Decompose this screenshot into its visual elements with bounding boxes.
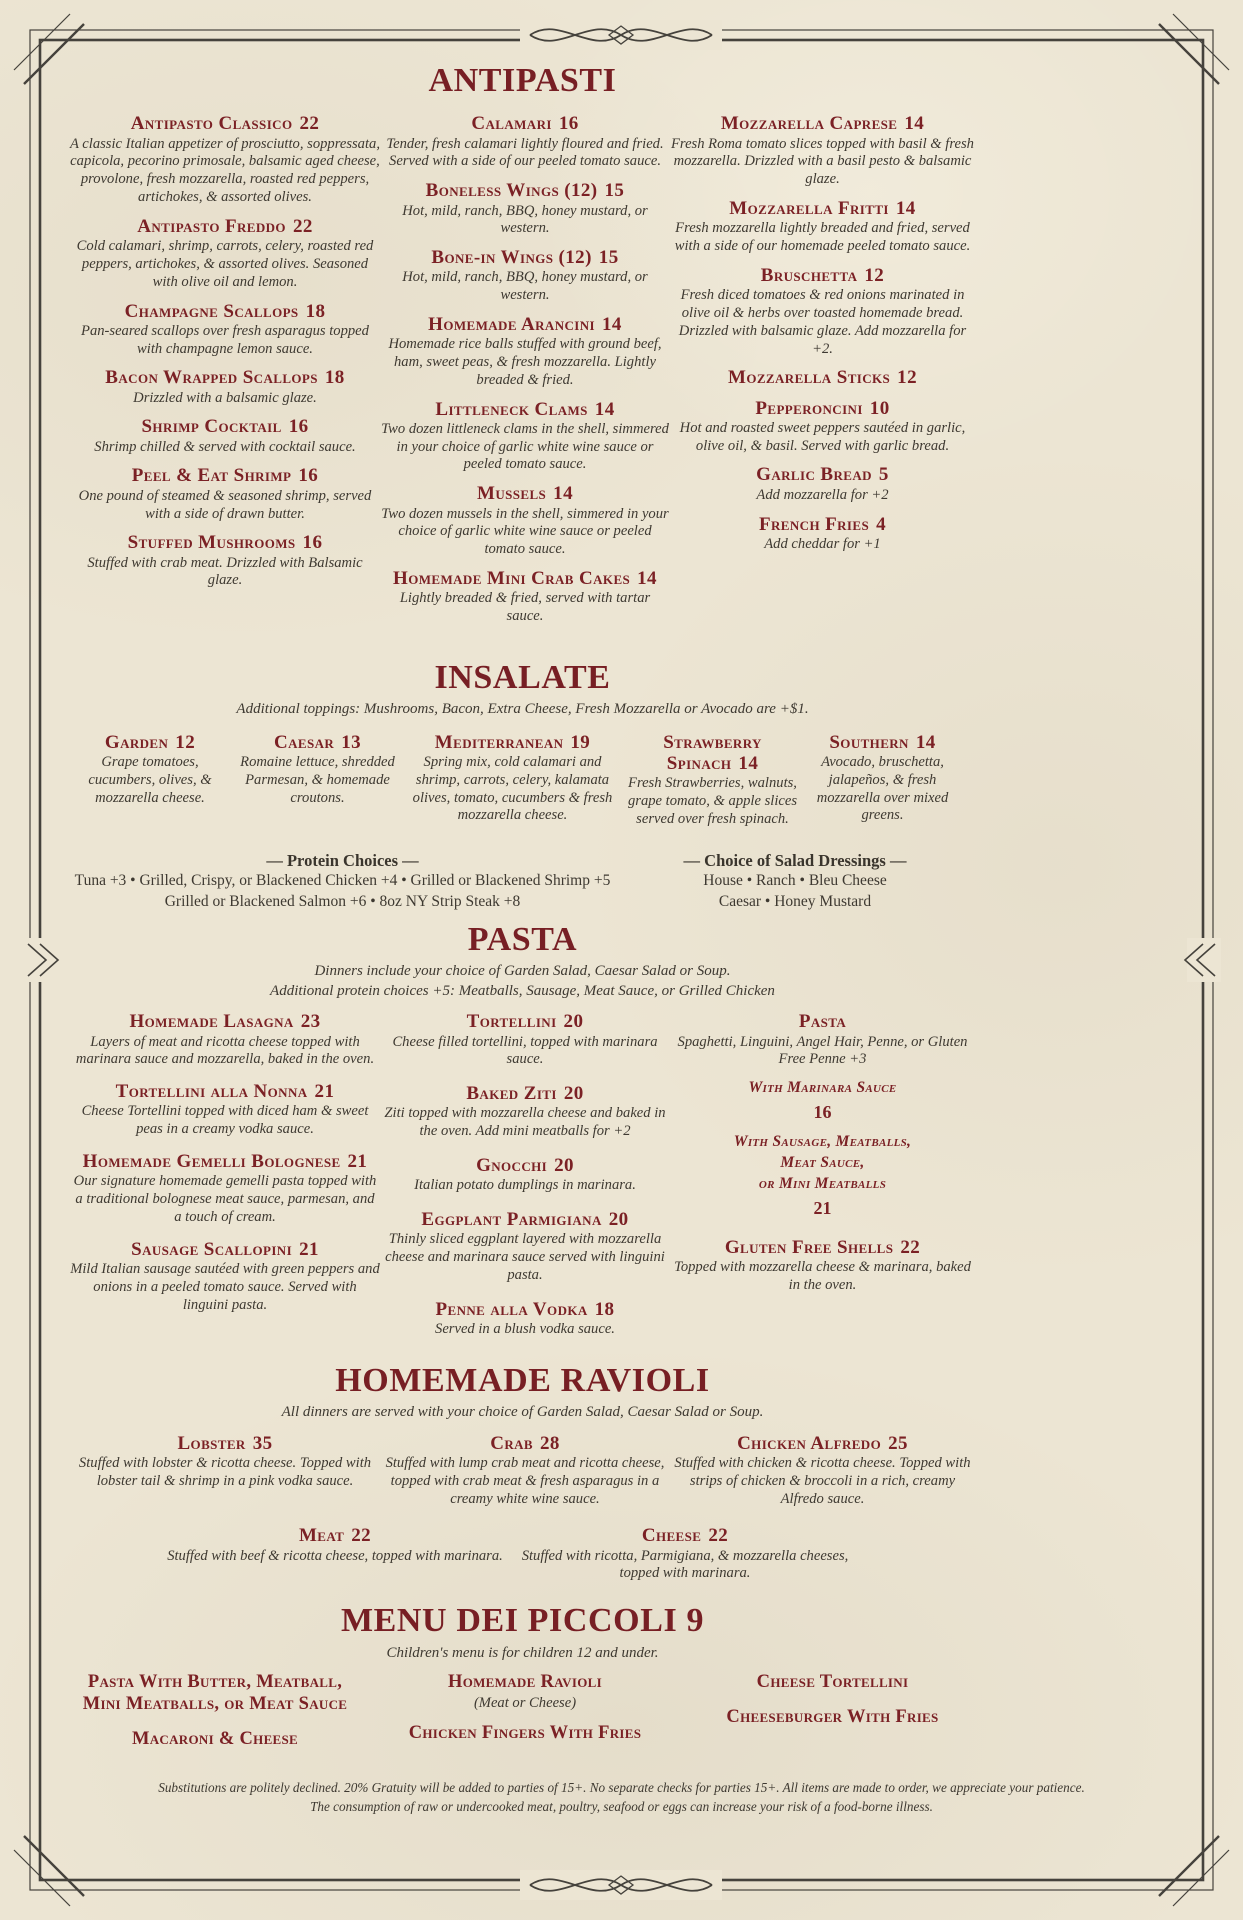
item-desc: One pound of steamed & seasoned shrimp, served with a side of drawn butter. bbox=[78, 487, 372, 522]
item-title bbox=[70, 301, 380, 322]
footer-line: Substitutions are politely declined. 20% Gratuity will be added to parties of 15+. No separate checks for parties 15+. All items are made to order, we appreciate your patience. bbox=[158, 1779, 1085, 1795]
item-name: Penne alla Vodka bbox=[435, 1298, 588, 1320]
item-title bbox=[380, 483, 670, 504]
pasta-option-price: 16 bbox=[813, 1102, 832, 1123]
item-name: Lobster bbox=[177, 1432, 246, 1454]
item-name: Pepperoncini bbox=[755, 397, 863, 419]
item-title bbox=[670, 1011, 975, 1032]
menu-item bbox=[70, 532, 380, 590]
item-title bbox=[70, 532, 380, 553]
menu-item bbox=[670, 198, 975, 256]
menu-item bbox=[670, 514, 975, 554]
dressing-choices-title: — Choice of Salad Dressings — bbox=[683, 850, 907, 870]
item-price: 15 bbox=[598, 247, 619, 269]
ravioli-row-1 bbox=[70, 1433, 975, 1518]
menu-item bbox=[670, 1011, 975, 1220]
item-name: Bruschetta bbox=[760, 264, 858, 286]
item-title bbox=[160, 1525, 510, 1546]
bottom-knot-ornament bbox=[520, 1870, 722, 1900]
menu-item bbox=[70, 416, 380, 456]
item-title bbox=[670, 1237, 975, 1258]
item-price: 14 bbox=[915, 731, 936, 753]
item-desc: Our signature homemade gemelli pasta topped with a traditional bolognese meat sauce, parmesan, and a touch of cream. bbox=[73, 1173, 377, 1225]
item-desc: Fresh Strawberries, walnuts, grape tomato, & apple slices served over fresh spinach. bbox=[627, 775, 798, 827]
item-name: Tortellini alla Nonna bbox=[115, 1081, 308, 1103]
item-desc: Fresh Roma tomato slices topped with basil & fresh mozzarella. Drizzled with a basil pesto & balsamic glaze. bbox=[671, 135, 974, 188]
menu-item bbox=[670, 1237, 975, 1295]
item-price: 20 bbox=[563, 1083, 584, 1105]
item-desc: Pan-seared scallops over fresh asparagus topped with champagne lemon sauce. bbox=[81, 322, 369, 357]
piccoli-column-1 bbox=[70, 1671, 360, 1764]
piccoli-columns bbox=[70, 1671, 975, 1764]
pasta-option-label: Meat Sauce, bbox=[780, 1154, 865, 1172]
item-title bbox=[230, 732, 405, 753]
item-name: Bacon Wrapped Scallops bbox=[105, 367, 318, 389]
item-title bbox=[380, 1011, 670, 1032]
piccoli-note: Children's menu is for children 12 and under. bbox=[386, 1644, 659, 1661]
item-name: Mozzarella Sticks bbox=[728, 367, 891, 389]
item-title bbox=[670, 198, 975, 219]
item-desc: Fresh mozzarella lightly breaded and fried, served with a side of our homemade peeled tomato sauce. bbox=[674, 220, 971, 255]
item-name: Bone-in Wings (12) bbox=[431, 247, 592, 269]
item-price: 14 bbox=[904, 113, 925, 135]
menu-item bbox=[70, 1151, 380, 1227]
pasta-option-label: or Mini Meatballs bbox=[758, 1175, 887, 1193]
item-price: 20 bbox=[563, 1011, 584, 1033]
item-price: 21 bbox=[299, 1238, 319, 1260]
insalate-toppings-note: Additional toppings: Mushrooms, Bacon, Extra Cheese, Fresh Mozzarella or Avocado are +$1. bbox=[236, 701, 809, 718]
item-desc: Stuffed with beef & ricotta cheese, topped with marinara. bbox=[167, 1547, 503, 1564]
item-price: 20 bbox=[554, 1155, 574, 1176]
menu-item bbox=[380, 1083, 670, 1141]
item-desc: Shrimp chilled & served with cocktail sauce. bbox=[94, 438, 356, 455]
piccoli-item: Pasta With Butter, Meatball, Mini Meatballs, or Meat Sauce bbox=[82, 1672, 348, 1715]
item-price: 22 bbox=[299, 113, 320, 135]
menu-item bbox=[380, 247, 670, 305]
piccoli-column-2 bbox=[360, 1671, 690, 1757]
item-price: 5 bbox=[878, 464, 889, 486]
menu-item bbox=[70, 1239, 380, 1315]
item-name: Calamari bbox=[471, 113, 552, 135]
item-desc: Italian potato dumplings in marinara. bbox=[414, 1177, 636, 1194]
item-title bbox=[380, 1155, 670, 1176]
item-desc: Hot, mild, ranch, BBQ, honey mustard, or western. bbox=[402, 202, 648, 237]
item-price: 16 bbox=[302, 532, 323, 554]
item-title bbox=[380, 1209, 670, 1230]
item-name: Boneless Wings (12) bbox=[425, 180, 598, 202]
item-name: Gluten Free Shells bbox=[724, 1236, 894, 1258]
item-name: Garden bbox=[104, 731, 169, 753]
item-title bbox=[380, 247, 670, 268]
item-price: 15 bbox=[604, 180, 625, 202]
item-title bbox=[70, 216, 380, 237]
item-price: 16 bbox=[288, 416, 309, 438]
antipasti-column-3 bbox=[670, 113, 975, 562]
menu-item bbox=[380, 1299, 670, 1339]
item-name: Stuffed Mushrooms bbox=[127, 532, 296, 554]
item-desc: Cold calamari, shrimp, carrots, celery, roasted red peppers, artichokes, & assorted olives. Seasoned with olive oil and lemon. bbox=[76, 238, 374, 290]
menu-item bbox=[670, 265, 975, 358]
item-title bbox=[405, 732, 620, 753]
item-desc: Cheese filled tortellini, topped with marinara sauce. bbox=[392, 1033, 658, 1068]
item-price: 14 bbox=[895, 198, 916, 220]
item-desc: Spaghetti, Linguini, Angel Hair, Penne, or Gluten Free Penne +3 bbox=[677, 1033, 968, 1068]
item-title bbox=[670, 265, 975, 286]
menu-item bbox=[380, 314, 670, 390]
item-name: Peel & Eat Shrimp bbox=[131, 465, 292, 487]
item-price: 4 bbox=[876, 513, 886, 535]
item-desc: Stuffed with chicken & ricotta cheese. Topped with strips of chicken & broccoli in a rich, creamy Alfredo sauce. bbox=[674, 1454, 971, 1507]
menu-item bbox=[160, 1525, 510, 1583]
pasta-column-3 bbox=[670, 1011, 975, 1303]
pasta-column-2 bbox=[380, 1011, 670, 1348]
menu-item bbox=[380, 113, 670, 171]
item-price: 19 bbox=[570, 731, 591, 753]
item-name: Garlic Bread bbox=[756, 464, 872, 486]
item-title bbox=[70, 113, 380, 134]
section-title-antipasti: ANTIPASTI bbox=[428, 62, 617, 99]
item-price: 18 bbox=[305, 300, 326, 322]
item-price: 12 bbox=[897, 367, 917, 389]
item-price: 21 bbox=[314, 1081, 335, 1103]
item-name: French Fries bbox=[759, 513, 870, 535]
item-name: Mediterranean bbox=[434, 731, 564, 753]
item-price: 23 bbox=[300, 1011, 321, 1033]
item-name: Strawberry Spinach bbox=[663, 731, 762, 774]
item-price: 12 bbox=[175, 731, 196, 753]
protein-choices-line: Tuna +3 • Grilled, Crispy, or Blackened Chicken +4 • Grilled or Blackened Shrimp +5 bbox=[74, 872, 611, 890]
item-desc: Add cheddar for +1 bbox=[764, 535, 881, 552]
item-price: 14 bbox=[738, 752, 759, 774]
dressing-choices-line: Caesar • Honey Mustard bbox=[718, 892, 872, 910]
piccoli-item: Homemade Ravioli bbox=[448, 1672, 602, 1693]
item-price: 16 bbox=[558, 113, 579, 135]
menu-item bbox=[380, 568, 670, 626]
dressing-choices bbox=[615, 850, 975, 913]
item-price: 14 bbox=[553, 483, 573, 505]
item-title bbox=[380, 568, 670, 589]
pasta-option-label: With Marinara Sauce bbox=[748, 1079, 897, 1097]
item-title bbox=[670, 1433, 975, 1454]
menu-item bbox=[230, 732, 405, 808]
item-name: Southern bbox=[829, 731, 909, 753]
menu-item bbox=[670, 398, 975, 456]
menu-item bbox=[380, 483, 670, 559]
item-desc: Avocado, bruschetta, jalapeños, & fresh mozzarella over mixed greens. bbox=[816, 753, 949, 824]
item-desc: Stuffed with lump crab meat and ricotta cheese, topped with crab meat & fresh asparagus in a creamy white wine sauce. bbox=[385, 1454, 665, 1507]
menu-item bbox=[620, 732, 805, 829]
item-desc: Two dozen littleneck clams in the shell, simmered in your choice of garlic white wine sauce or peeled tomato sauce. bbox=[381, 420, 669, 473]
item-desc: Lightly breaded & fried, served with tartar sauce. bbox=[399, 590, 651, 624]
item-price: 22 bbox=[900, 1236, 921, 1258]
item-desc: Fresh diced tomatoes & red onions marinated in olive oil & herbs over toasted homemade bread. Drizzled with balsamic glaze. Add mozzarella for +2. bbox=[678, 287, 967, 357]
section-title-piccoli: MENU DEI PICCOLI 9 bbox=[340, 1602, 705, 1640]
item-name: Chicken Alfredo bbox=[737, 1432, 882, 1454]
menu-item bbox=[380, 1011, 670, 1069]
item-title bbox=[70, 732, 230, 753]
item-name: Homemade Gemelli Bolognese bbox=[82, 1151, 341, 1172]
menu-item bbox=[70, 465, 380, 523]
pasta-column-1 bbox=[70, 1011, 380, 1323]
item-name: Mozzarella Fritti bbox=[729, 198, 889, 220]
item-desc: Stuffed with lobster & ricotta cheese. Topped with lobster tail & shrimp in a pink vodka sauce. bbox=[78, 1454, 372, 1489]
item-price: 22 bbox=[708, 1525, 729, 1547]
item-title bbox=[70, 1011, 380, 1032]
item-name: Crab bbox=[490, 1432, 533, 1454]
item-name: Mussels bbox=[477, 483, 547, 505]
pasta-note-1: Dinners include your choice of Garden Salad, Caesar Salad or Soup. bbox=[314, 963, 731, 980]
item-desc: Mild Italian sausage sautéed with green peppers and onions in a peeled tomato sauce. Served with linguini pasta. bbox=[70, 1260, 380, 1313]
item-desc: Grape tomatoes, cucumbers, olives, & mozzarella cheese. bbox=[88, 753, 212, 806]
pasta-columns bbox=[70, 1011, 975, 1348]
item-title bbox=[70, 367, 380, 388]
item-title bbox=[380, 399, 670, 420]
item-title bbox=[380, 180, 670, 201]
menu-item bbox=[380, 180, 670, 238]
item-price: 35 bbox=[252, 1432, 273, 1454]
item-price: 13 bbox=[341, 731, 361, 753]
item-name: Caesar bbox=[274, 731, 335, 753]
salad-choices-row bbox=[70, 850, 975, 913]
item-price: 14 bbox=[602, 313, 622, 335]
item-desc: Add mozzarella for +2 bbox=[756, 486, 889, 503]
menu-item bbox=[670, 113, 975, 189]
section-title-ravioli: HOMEMADE RAVIOLI bbox=[335, 1361, 710, 1399]
item-desc: Drizzled with a balsamic glaze. bbox=[133, 389, 317, 406]
piccoli-item: Cheeseburger With Fries bbox=[726, 1707, 939, 1728]
menu-item bbox=[805, 732, 960, 825]
item-title bbox=[620, 732, 805, 775]
dressing-choices-line: House • Ranch • Bleu Cheese bbox=[703, 872, 887, 890]
item-desc: Tender, fresh calamari lightly floured and fried. Served with a side of our peeled tomato sauce. bbox=[386, 135, 664, 170]
piccoli-item: Chicken Fingers With Fries bbox=[408, 1723, 642, 1744]
item-name: Sausage Scallopini bbox=[131, 1238, 293, 1260]
antipasti-columns bbox=[70, 113, 975, 634]
item-desc: Hot and roasted sweet peppers sautéed in garlic, olive oil, & basil. Served with garlic bread. bbox=[679, 419, 966, 454]
item-title bbox=[380, 1083, 670, 1104]
ravioli-row-2 bbox=[160, 1525, 860, 1592]
item-name: Littleneck Clams bbox=[435, 398, 588, 420]
item-name: Homemade Arancini bbox=[428, 313, 596, 335]
menu-item bbox=[70, 1433, 380, 1491]
item-price: 22 bbox=[292, 215, 313, 237]
item-price: 22 bbox=[351, 1525, 372, 1547]
menu-item bbox=[405, 732, 620, 825]
item-name: Cheese bbox=[641, 1525, 702, 1547]
item-title bbox=[805, 732, 960, 753]
item-price: 18 bbox=[594, 1298, 615, 1320]
antipasti-column-1 bbox=[70, 113, 380, 599]
protein-choices-line: Grilled or Blackened Salmon +6 • 8oz NY Strip Steak +8 bbox=[164, 892, 521, 910]
section-title-pasta: PASTA bbox=[467, 920, 578, 958]
item-name: Shrimp Cocktail bbox=[141, 416, 282, 438]
item-price: 25 bbox=[888, 1432, 908, 1454]
menu-item bbox=[70, 301, 380, 359]
item-price: 16 bbox=[298, 465, 319, 487]
item-desc: Thinly sliced eggplant layered with mozzarella cheese and marinara sauce served with linguini pasta. bbox=[385, 1231, 665, 1283]
item-desc: Two dozen mussels in the shell, simmered in your choice of garlic white wine sauce or peeled tomato sauce. bbox=[381, 505, 669, 558]
item-title bbox=[70, 1081, 380, 1102]
menu-item bbox=[380, 399, 670, 475]
piccoli-item: Cheese Tortellini bbox=[756, 1672, 909, 1693]
item-title bbox=[70, 1433, 380, 1454]
item-name: Mozzarella Caprese bbox=[720, 113, 898, 135]
item-title bbox=[380, 1299, 670, 1320]
menu-item bbox=[70, 1081, 380, 1139]
menu-item bbox=[70, 216, 380, 292]
item-desc: Layers of meat and ricotta cheese topped with marinara sauce and mozzarella, baked in the oven. bbox=[75, 1033, 375, 1068]
pasta-note-2: Additional protein choices +5: Meatballs, Sausage, Meat Sauce, or Grilled Chicken bbox=[270, 982, 775, 999]
item-price: 18 bbox=[324, 367, 345, 389]
item-desc: Stuffed with crab meat. Drizzled with Balsamic glaze. bbox=[87, 554, 363, 589]
item-price: 14 bbox=[637, 567, 657, 589]
item-title bbox=[380, 1433, 670, 1454]
item-price: 28 bbox=[539, 1432, 560, 1454]
item-title bbox=[670, 398, 975, 419]
item-price: 14 bbox=[594, 398, 615, 420]
item-name: Homemade Mini Crab Cakes bbox=[393, 567, 631, 589]
item-title bbox=[670, 514, 975, 535]
item-desc: Hot, mild, ranch, BBQ, honey mustard, or western. bbox=[402, 269, 648, 304]
item-desc: Spring mix, cold calamari and shrimp, carrots, celery, kalamata olives, tomato, cucumbers & fresh mozzarella cheese. bbox=[412, 753, 613, 824]
item-title bbox=[70, 1239, 380, 1260]
item-title bbox=[670, 367, 975, 388]
item-title bbox=[380, 113, 670, 134]
item-desc: A classic Italian appetizer of prosciutto, soppressata, capicola, pecorino primosale, balsamic aged cheese, provolone, fresh mozzarella, roasted red peppers, artichokes, & assorted olives. bbox=[70, 135, 380, 206]
item-name: Meat bbox=[298, 1525, 345, 1547]
item-price: 12 bbox=[864, 264, 885, 286]
protein-choices bbox=[70, 850, 615, 913]
pasta-option-price: 21 bbox=[813, 1198, 832, 1219]
pasta-option-label: With Sausage, Meatballs, bbox=[733, 1133, 912, 1151]
item-title bbox=[70, 1151, 380, 1172]
piccoli-item-sub: (Meat or Cheese) bbox=[473, 1695, 577, 1712]
ravioli-note: All dinners are served with your choice of Garden Salad, Caesar Salad or Soup. bbox=[281, 1404, 764, 1421]
item-name: Tortellini bbox=[466, 1011, 557, 1033]
menu-item bbox=[70, 367, 380, 407]
footer-fine-print bbox=[72, 1778, 1172, 1818]
item-desc: Topped with mozzarella cheese & marinara, baked in the oven. bbox=[674, 1258, 971, 1293]
item-title bbox=[510, 1525, 860, 1546]
menu-item bbox=[670, 367, 975, 388]
item-desc: Stuffed with ricotta, Parmigiana, & mozzarella cheeses, topped with marinara. bbox=[521, 1547, 849, 1582]
menu-item bbox=[70, 732, 230, 808]
item-desc: Romaine lettuce, shredded Parmesan, & homemade croutons. bbox=[240, 753, 395, 806]
menu-item bbox=[510, 1525, 860, 1583]
item-title bbox=[380, 314, 670, 335]
item-name: Antipasto Freddo bbox=[137, 215, 286, 237]
item-price: 20 bbox=[608, 1209, 629, 1231]
menu-item bbox=[70, 1011, 380, 1069]
item-desc: Ziti topped with mozzarella cheese and baked in the oven. Add mini meatballs for +2 bbox=[384, 1105, 666, 1140]
item-price: 21 bbox=[347, 1151, 368, 1172]
item-desc: Cheese Tortellini topped with diced ham & sweet peas in a creamy vodka sauce. bbox=[81, 1103, 369, 1138]
piccoli-column-3 bbox=[690, 1671, 975, 1741]
protein-choices-title: — Protein Choices — bbox=[266, 850, 419, 870]
item-price: 10 bbox=[869, 397, 890, 419]
item-desc: Served in a blush vodka sauce. bbox=[435, 1320, 615, 1337]
menu-item bbox=[380, 1209, 670, 1285]
item-name: Champagne Scallops bbox=[124, 300, 299, 322]
insalate-columns bbox=[70, 732, 960, 838]
antipasti-column-2 bbox=[380, 113, 670, 634]
menu-item bbox=[670, 1433, 975, 1509]
item-title bbox=[70, 416, 380, 437]
piccoli-item: Macaroni & Cheese bbox=[131, 1729, 299, 1750]
item-title bbox=[70, 465, 380, 486]
item-title bbox=[670, 113, 975, 134]
menu-item bbox=[670, 464, 975, 504]
item-desc: Homemade rice balls stuffed with ground beef, ham, sweet peas, & fresh mozzarella. Lightly breaded & fried. bbox=[388, 336, 662, 388]
item-name: Antipasto Classico bbox=[130, 113, 293, 135]
item-name: Eggplant Parmigiana bbox=[421, 1209, 602, 1231]
section-title-insalate: INSALATE bbox=[434, 658, 611, 696]
item-name: Homemade Lasagna bbox=[129, 1011, 294, 1033]
item-name: Gnocchi bbox=[476, 1155, 548, 1176]
menu-item bbox=[70, 113, 380, 206]
item-name: Pasta bbox=[798, 1011, 847, 1033]
menu-item bbox=[380, 1433, 670, 1509]
footer-line: The consumption of raw or undercooked meat, poultry, seafood or eggs can increase your risk of a food-borne illness. bbox=[310, 1799, 933, 1815]
item-title bbox=[670, 464, 975, 485]
item-name: Baked Ziti bbox=[466, 1083, 557, 1105]
menu-item bbox=[380, 1155, 670, 1195]
